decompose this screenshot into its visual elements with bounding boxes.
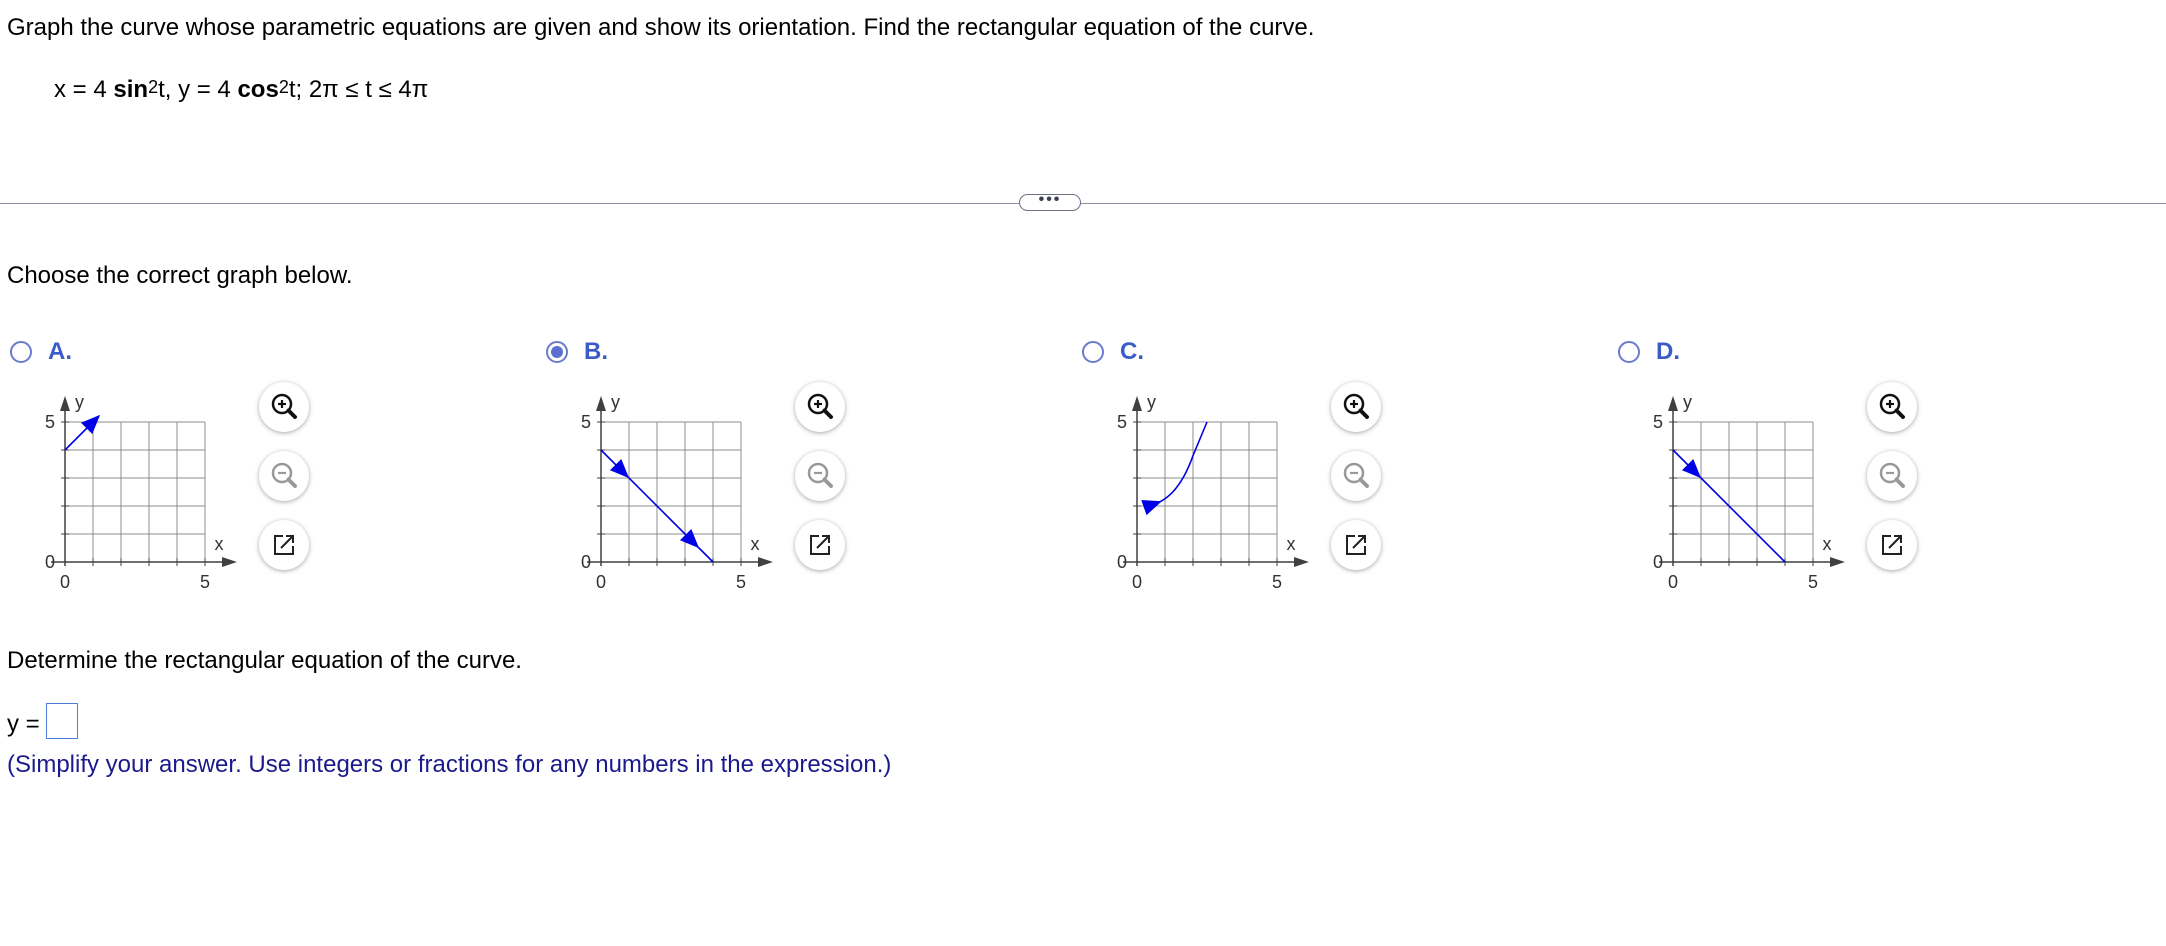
zoom-in-icon [795, 382, 845, 432]
graph-b [543, 382, 783, 594]
instruction-text: Graph the curve whose parametric equations are given and show its orientation. Find the rectangular equation of the curve. [7, 14, 1315, 41]
zoom-in-button-c[interactable] [1331, 382, 1381, 432]
radio-button-c[interactable] [1082, 341, 1104, 363]
y-axis-arrow [60, 396, 70, 411]
y-axis-label: y [1147, 392, 1156, 412]
x-axis-label: x [750, 534, 760, 554]
popout-button-c[interactable] [1331, 520, 1381, 570]
radio-button-a[interactable] [10, 341, 32, 363]
y-axis-arrow [596, 396, 606, 411]
option-c-label: C. [1120, 338, 1144, 365]
equation-x-prefix: x = 4 [54, 76, 114, 103]
zoom-in-button-d[interactable] [1867, 382, 1917, 432]
x-axis-label: x [1822, 534, 1832, 554]
option-b-label: B. [584, 338, 608, 365]
x-axis-arrow [1294, 557, 1309, 567]
y-tick-label-0: 0 [1652, 552, 1663, 572]
y-axis-label: y [1683, 392, 1692, 412]
popout-icon [259, 520, 309, 570]
y-axis-label: y [611, 392, 620, 412]
answer-input[interactable] [46, 703, 78, 739]
option-a-label: A. [48, 338, 72, 365]
parametric-equation [54, 76, 428, 104]
option-d[interactable] [1615, 338, 2155, 608]
zoom-out-icon [1867, 451, 1917, 501]
zoom-out-icon [259, 451, 309, 501]
x-tick-label-5: 5 [199, 572, 211, 592]
equation-x-exponent: 2 [148, 77, 159, 97]
option-a[interactable] [7, 338, 547, 608]
option-b[interactable] [543, 338, 1083, 608]
zoom-in-icon [1331, 382, 1381, 432]
zoom-in-button-b[interactable] [795, 382, 845, 432]
equation-y-exponent: 2 [278, 77, 289, 97]
y-tick-label-5: 5 [580, 412, 591, 432]
zoom-in-button-a[interactable] [259, 382, 309, 432]
radio-button-b[interactable] [546, 341, 568, 363]
popout-icon [1867, 520, 1917, 570]
zoom-out-button-c[interactable] [1331, 451, 1381, 501]
x-tick-label-0: 0 [59, 572, 71, 592]
graph-d [1615, 382, 1855, 594]
y-tick-label-0: 0 [580, 552, 591, 572]
popout-icon [795, 520, 845, 570]
x-tick-label-0: 0 [1131, 572, 1143, 592]
zoom-out-button-b[interactable] [795, 451, 845, 501]
zoom-out-icon [795, 451, 845, 501]
x-axis-arrow [1830, 557, 1845, 567]
answer-row [7, 707, 78, 743]
zoom-out-icon [1331, 451, 1381, 501]
x-tick-label-5: 5 [735, 572, 747, 592]
y-tick-label-5: 5 [44, 412, 55, 432]
x-axis-label: x [214, 534, 224, 554]
orientation-arrow [1141, 494, 1164, 515]
y-tick-label-5: 5 [1652, 412, 1663, 432]
expand-button[interactable]: ••• [1019, 194, 1081, 211]
graph-c [1079, 382, 1319, 594]
y-axis-arrow [1132, 396, 1142, 411]
equation-x-suffix: t, y = 4 [158, 76, 238, 103]
section-divider [0, 203, 2166, 204]
answer-label: y = [7, 710, 40, 738]
popout-button-a[interactable] [259, 520, 309, 570]
zoom-out-button-d[interactable] [1867, 451, 1917, 501]
popout-button-d[interactable] [1867, 520, 1917, 570]
zoom-out-button-a[interactable] [259, 451, 309, 501]
y-axis-label: y [75, 392, 84, 412]
y-axis-arrow [1668, 396, 1678, 411]
equation-sin: sin [113, 76, 149, 103]
popout-icon [1331, 520, 1381, 570]
equation-cos: cos [237, 76, 279, 103]
popout-button-b[interactable] [795, 520, 845, 570]
hint-text: (Simplify your answer. Use integers or fractions for any numbers in the expression.) [7, 751, 892, 778]
x-tick-label-0: 0 [1667, 572, 1679, 592]
graph-a [7, 382, 247, 594]
rectangular-equation-prompt: Determine the rectangular equation of the curve. [7, 647, 522, 674]
zoom-in-icon [1867, 382, 1917, 432]
x-axis-arrow [222, 557, 237, 567]
y-tick-label-0: 0 [1116, 552, 1127, 572]
radio-button-d[interactable] [1618, 341, 1640, 363]
option-c[interactable] [1079, 338, 1619, 608]
choose-graph-prompt: Choose the correct graph below. [7, 262, 353, 289]
equation-y-suffix: t; 2π ≤ t ≤ 4π [288, 76, 429, 103]
zoom-in-icon [259, 382, 309, 432]
curve [1145, 422, 1207, 506]
x-tick-label-5: 5 [1271, 572, 1283, 592]
x-axis-arrow [758, 557, 773, 567]
option-d-label: D. [1656, 338, 1680, 365]
y-tick-label-5: 5 [1116, 412, 1127, 432]
x-axis-label: x [1286, 534, 1296, 554]
x-tick-label-5: 5 [1807, 572, 1819, 592]
x-tick-label-0: 0 [595, 572, 607, 592]
y-tick-label-0: 0 [44, 552, 55, 572]
